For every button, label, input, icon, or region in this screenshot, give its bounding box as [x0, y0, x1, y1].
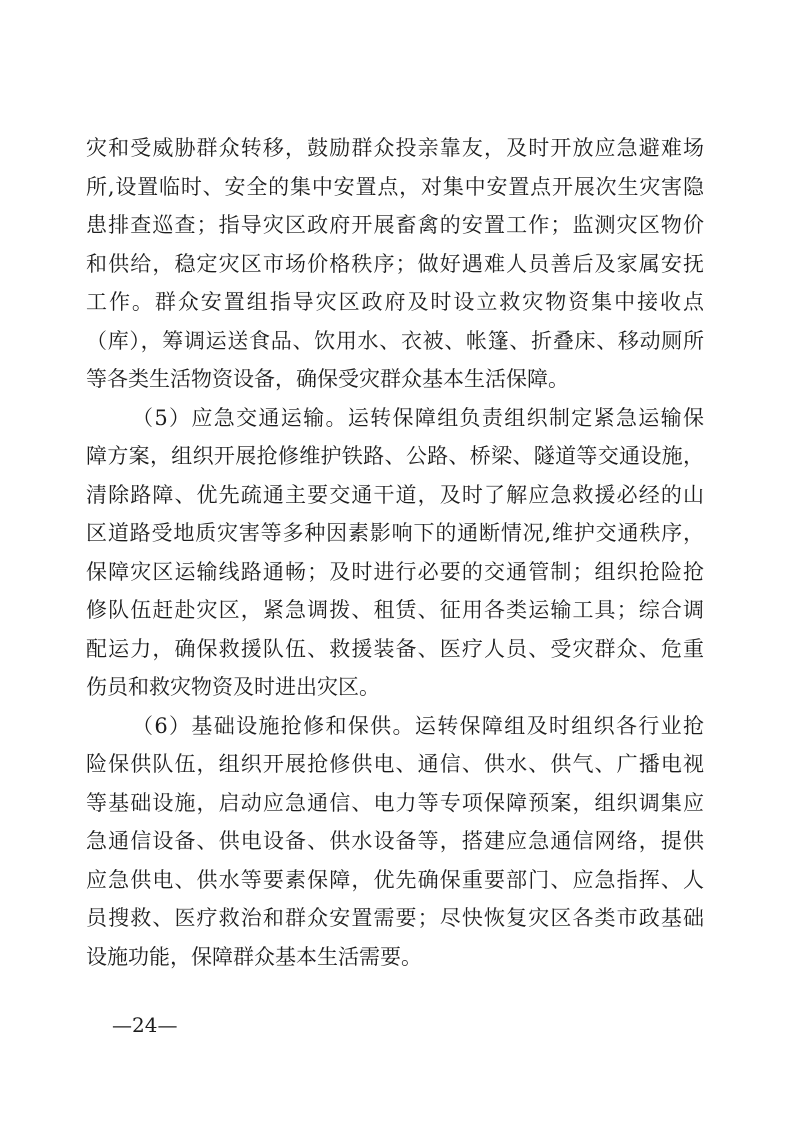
text-line: 修队伍赶赴灾区，紧急调拨、租赁、征用各类运输工具；综合调 [86, 598, 704, 622]
page-number: —24— [112, 1013, 178, 1037]
text-line: 清除路障、优先疏通主要交通干道，及时了解应急救援必经的山 [86, 482, 704, 507]
text-line: 患排查巡查；指导灾区政府开展畜禽的安置工作；监测灾区物价 [86, 213, 704, 237]
text-line: 配运力，确保救援队伍、救援装备、医疗人员、受灾群众、危重 [86, 636, 704, 661]
section-heading-line: （5）应急交通运输。运转保障组负责组织制定紧急运输保 [132, 405, 704, 430]
text-line: 设施功能，保障群众基本生活需要。 [86, 944, 422, 969]
text-line: 等各类生活物资设备，确保受灾群众基本生活保障。 [86, 367, 569, 391]
text-line: （库），筹调运送食品、饮用水、衣被、帐篷、折叠床、移动厕所 [86, 328, 704, 353]
paragraph-shelter-continued [86, 129, 704, 399]
text-line: 灾和受威胁群众转移，鼓励群众投亲靠友，及时开放应急避难场 [86, 136, 704, 160]
text-line: 所,设置临时、安全的集中安置点，对集中安置点开展次生灾害隐 [86, 174, 704, 199]
text-line: 保障灾区运输线路通畅；及时进行必要的交通管制；组织抢险抢 [86, 559, 704, 584]
section-heading-line: （6）基础设施抢修和保供。运转保障组及时组织各行业抢 [132, 713, 704, 738]
text-line: 工作。群众安置组指导灾区政府及时设立救灾物资集中接收点 [86, 290, 704, 314]
text-line: 急通信设备、供电设备、供水设备等，搭建应急通信网络，提供 [86, 829, 704, 853]
text-line: 等基础设施，启动应急通信、电力等专项保障预案，组织调集应 [86, 790, 704, 815]
paragraph-emergency-transport [86, 399, 704, 707]
text-line: 险保供队伍，组织开展抢修供电、通信、供水、供气、广播电视 [86, 752, 704, 776]
text-line: 员搜救、医疗救治和群众安置需要；尽快恢复灾区各类市政基础 [86, 906, 704, 930]
text-line: 障方案，组织开展抢修维护铁路、公路、桥梁、隧道等交通设施， [86, 444, 704, 468]
text-line: 应急供电、供水等要素保障，优先确保重要部门、应急指挥、人 [86, 867, 704, 892]
text-line: 伤员和救灾物资及时进出灾区。 [86, 675, 380, 699]
document-body [86, 129, 704, 976]
text-line: 和供给，稳定灾区市场价格秩序；做好遇难人员善后及家属安抚 [86, 251, 704, 276]
text-line: 区道路受地质灾害等多种因素影响下的通断情况,维护交通秩序， [86, 521, 704, 545]
paragraph-infrastructure-repair [86, 707, 704, 977]
